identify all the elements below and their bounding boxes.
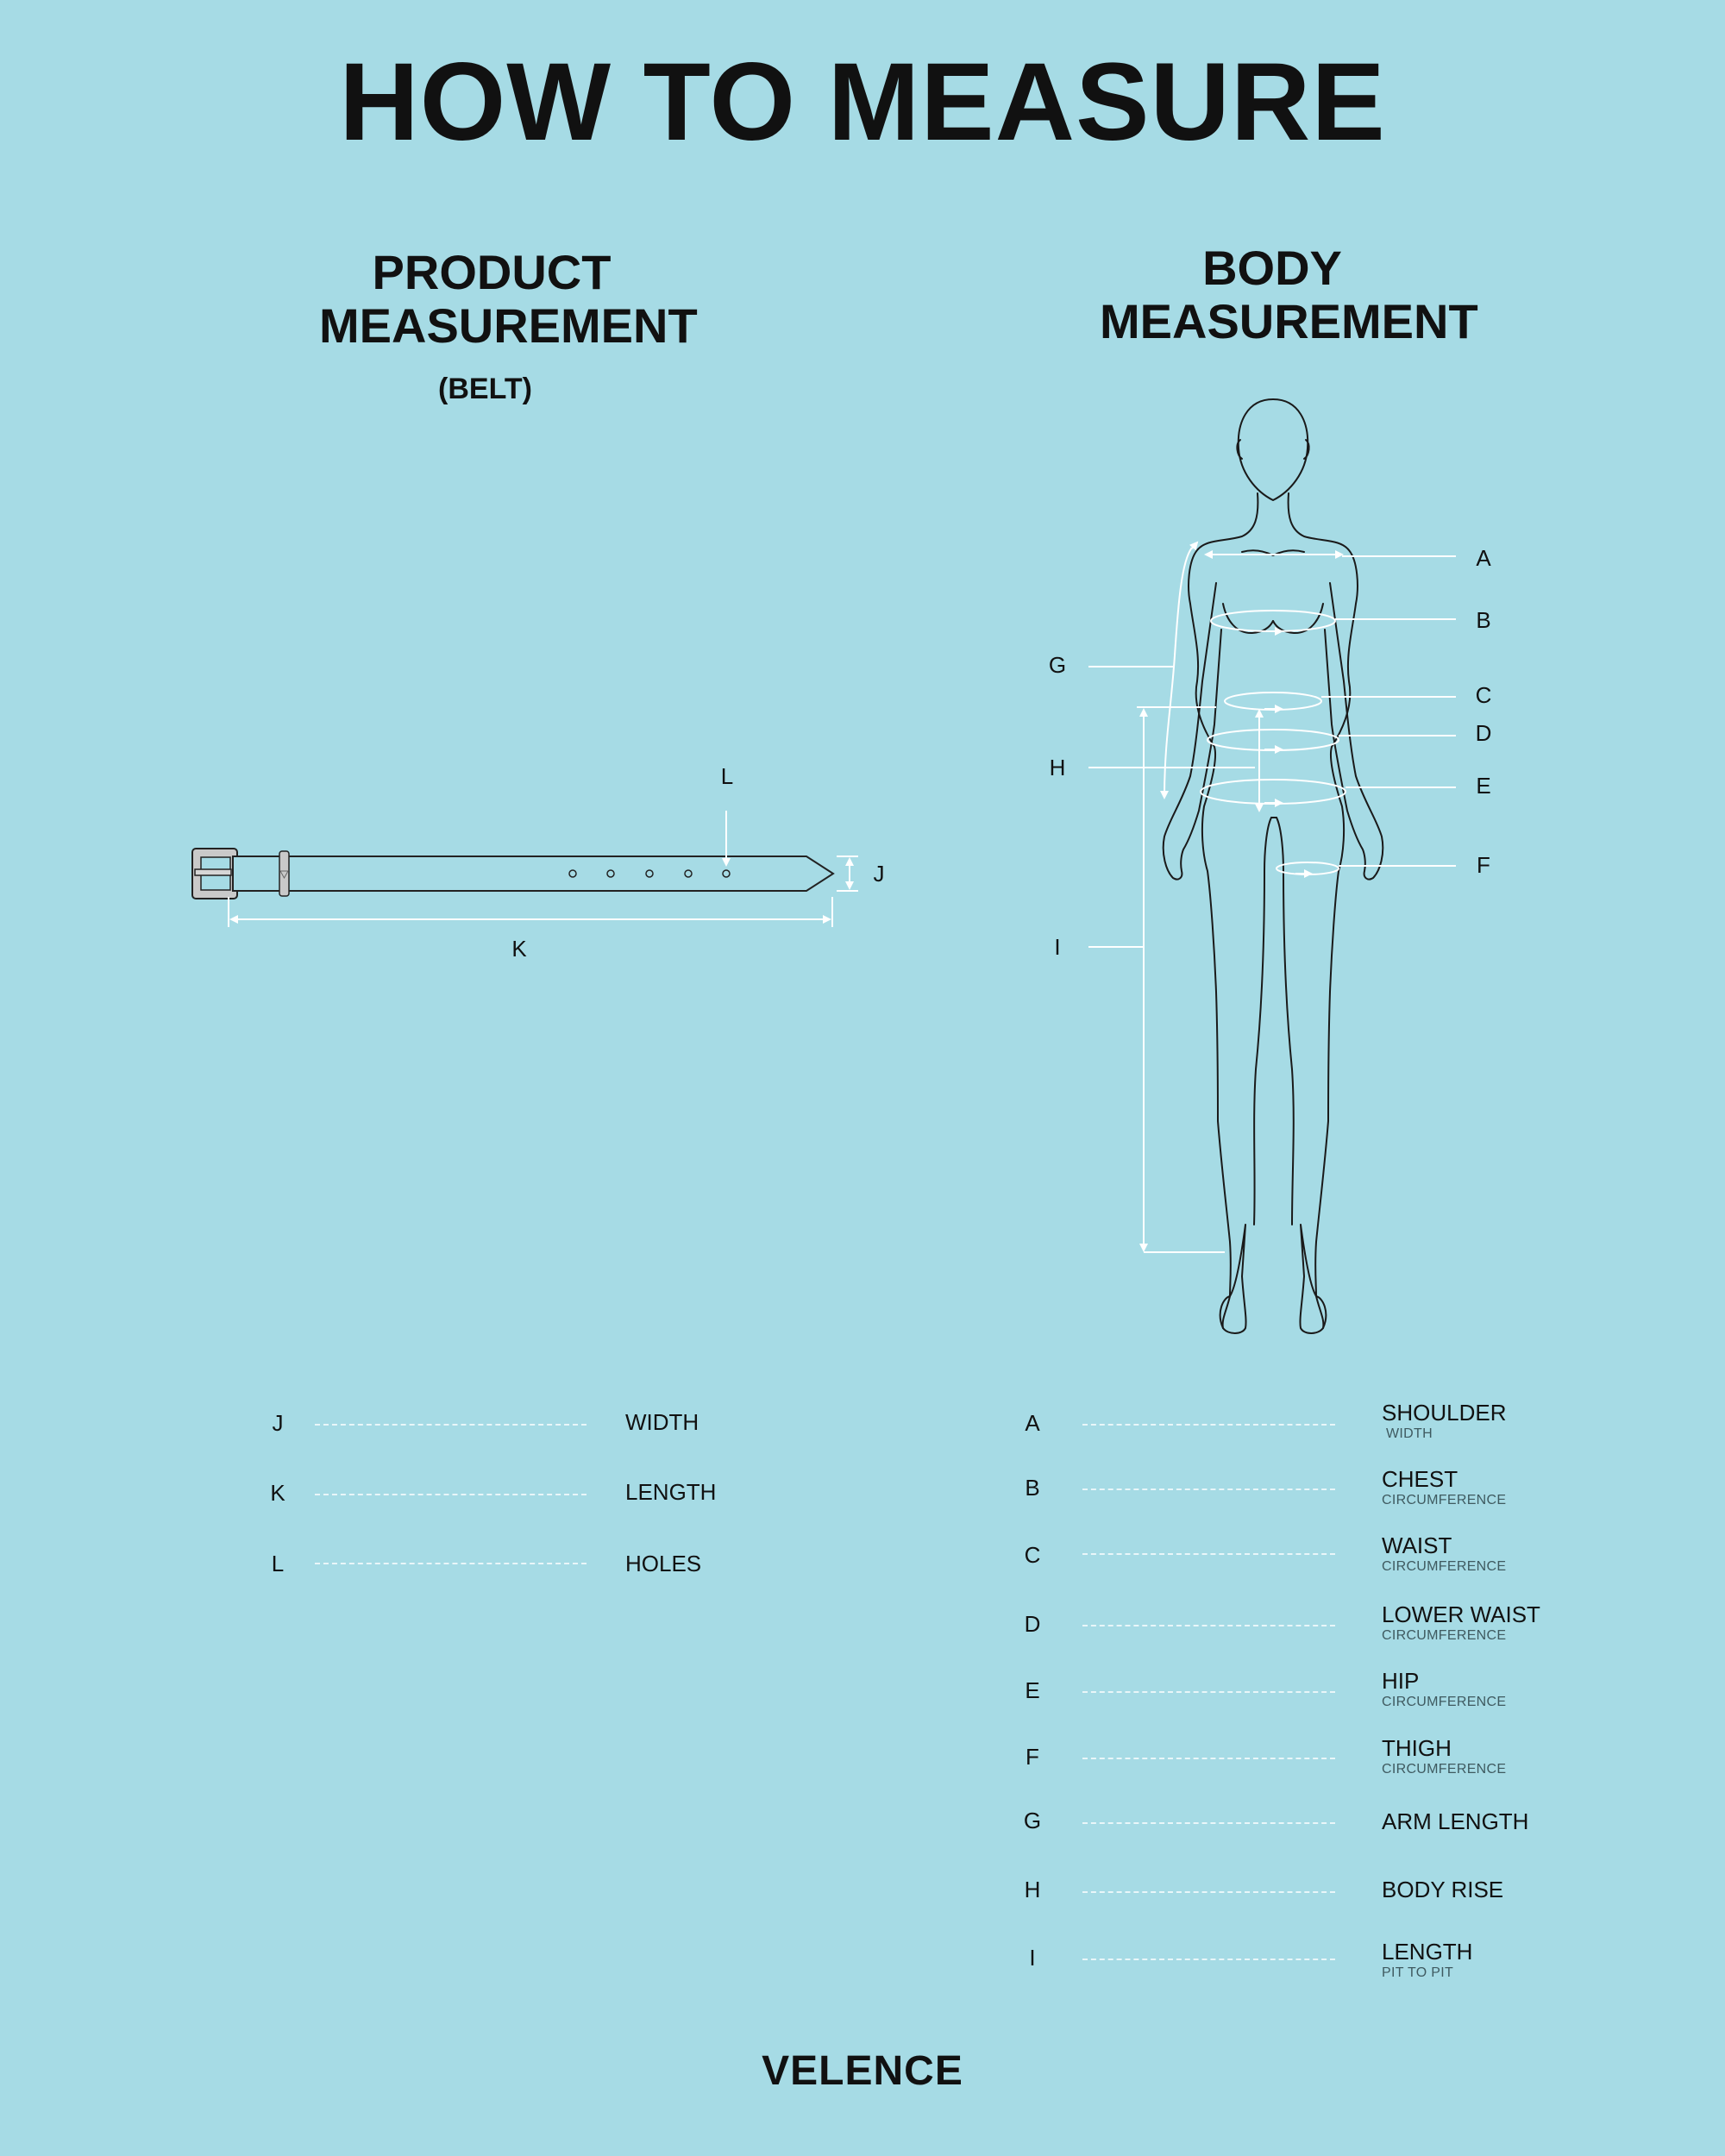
body-legend-entry xyxy=(1382,1668,1506,1711)
body-legend-entry xyxy=(1382,1532,1506,1576)
body-legend-sub: CIRCUMFERENCE xyxy=(1382,1559,1507,1574)
product-legend-letter: J xyxy=(272,1410,284,1436)
legend-dotted-line xyxy=(1082,1625,1335,1626)
body-label-a: A xyxy=(1476,545,1491,571)
body-legend-sub: CIRCUMFERENCE xyxy=(1382,1762,1507,1777)
legend-dotted-line xyxy=(1082,1891,1335,1893)
body-legend-letter: E xyxy=(1025,1677,1040,1703)
body-label-f: F xyxy=(1477,852,1490,878)
body-legend-letter: C xyxy=(1024,1542,1041,1568)
body-label-g: G xyxy=(1048,652,1067,678)
belt-label-l: L xyxy=(720,763,734,789)
product-legend-letter: K xyxy=(270,1480,285,1506)
legend-dotted-line xyxy=(1082,1489,1335,1490)
body-label-b: B xyxy=(1476,607,1491,633)
belt-label-j: J xyxy=(873,861,885,887)
body-legend-label: LOWER WAIST xyxy=(1382,1601,1540,1627)
body-legend-letter: A xyxy=(1025,1410,1040,1436)
legend-dotted-line xyxy=(315,1563,586,1564)
body-label-e: E xyxy=(1476,773,1491,799)
body-title-line2: MEASUREMENT xyxy=(1100,294,1478,348)
legend-dotted-line xyxy=(1082,1424,1335,1426)
body-legend-letter: I xyxy=(1029,1945,1036,1971)
body-legend-letter: B xyxy=(1025,1475,1040,1501)
legend-dotted-line xyxy=(1082,1822,1335,1824)
body-legend-letter: D xyxy=(1024,1611,1041,1637)
product-legend-label: LENGTH xyxy=(625,1479,717,1505)
product-legend-letter: L xyxy=(271,1551,285,1576)
legend-dotted-line xyxy=(315,1424,586,1426)
product-title-line1: PRODUCT xyxy=(372,245,612,299)
body-legend-entry xyxy=(1382,1808,1528,1834)
body-label-c: C xyxy=(1475,682,1492,708)
body-legend-sub: CIRCUMFERENCE xyxy=(1382,1493,1507,1507)
page-title: HOW TO MEASURE xyxy=(339,41,1386,164)
body-legend-label: ARM LENGTH xyxy=(1382,1808,1529,1834)
body-legend-entry xyxy=(1382,1735,1506,1778)
body-label-d: D xyxy=(1475,720,1492,746)
body-legend-letter: F xyxy=(1026,1744,1039,1770)
body-legend-letter: H xyxy=(1024,1877,1041,1902)
product-title-line2: MEASUREMENT xyxy=(319,298,698,353)
product-legend-label: WIDTH xyxy=(625,1409,699,1435)
body-title-line1: BODY xyxy=(1202,241,1342,295)
body-legend-label: THIGH xyxy=(1382,1735,1452,1761)
body-legend-entry xyxy=(1382,1877,1503,1902)
legend-dotted-line xyxy=(315,1494,586,1495)
body-legend-sub: PIT TO PIT xyxy=(1382,1965,1454,1980)
body-legend-label: CHEST xyxy=(1382,1466,1458,1492)
body-legend-label: SHOULDER xyxy=(1382,1400,1507,1426)
body-label-h: H xyxy=(1049,755,1066,780)
legend-dotted-line xyxy=(1082,1691,1335,1693)
legend-dotted-line xyxy=(1082,1959,1335,1960)
product-legend-label: HOLES xyxy=(625,1551,702,1576)
body-legend-label: LENGTH xyxy=(1382,1939,1473,1965)
body-legend-sub: CIRCUMFERENCE xyxy=(1382,1628,1507,1643)
body-measure-guides xyxy=(1088,542,1456,1252)
body-label-i: I xyxy=(1054,934,1061,960)
brand-logo: VELENCE xyxy=(762,2048,963,2094)
legend-dotted-line xyxy=(1082,1553,1335,1555)
body-legend-entry xyxy=(1382,1601,1540,1645)
body-legend-sub: CIRCUMFERENCE xyxy=(1382,1695,1507,1709)
body-legend-entry xyxy=(1382,1400,1506,1443)
body-legend-label: HIP xyxy=(1382,1668,1420,1694)
body-legend-label: BODY RISE xyxy=(1382,1877,1504,1902)
product-subtitle: (BELT) xyxy=(438,373,532,405)
body-legend-entry xyxy=(1382,1466,1506,1509)
body-legend-entry xyxy=(1382,1939,1472,1982)
legend-dotted-line xyxy=(1082,1758,1335,1759)
belt-label-k: K xyxy=(511,936,527,962)
body-legend-label: WAIST xyxy=(1382,1532,1452,1558)
body-legend-sub: WIDTH xyxy=(1386,1426,1433,1441)
body-legend-letter: G xyxy=(1023,1808,1042,1833)
